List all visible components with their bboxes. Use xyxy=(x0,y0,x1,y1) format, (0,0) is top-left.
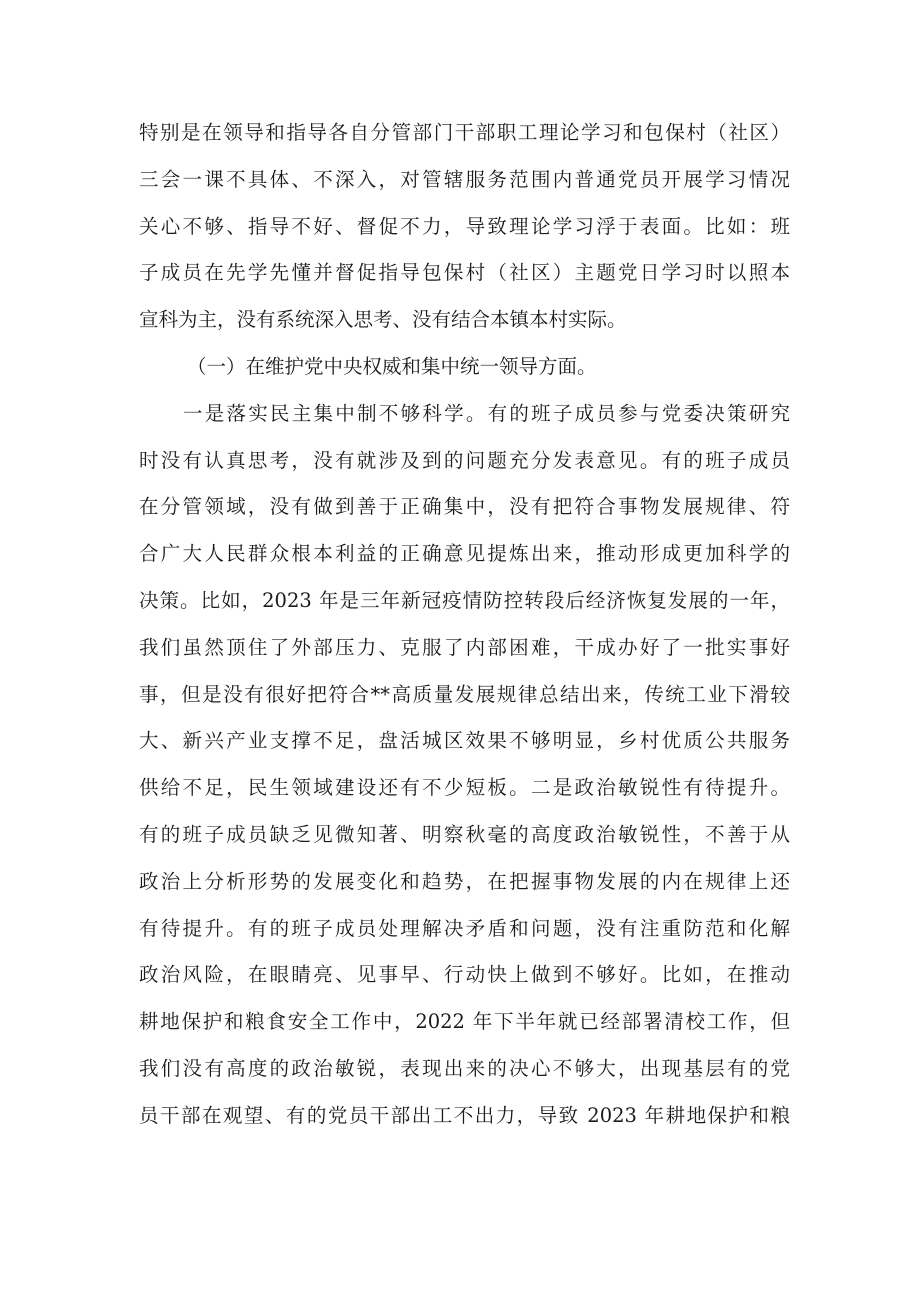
text-line: 决策。比如，2023 年是三年新冠疫情防控转段后经济恢复发展的一年， xyxy=(139,588,790,612)
text-line: 事，但是没有很好把符合**高质量发展规律总结出来，传统工业下滑较 xyxy=(139,682,790,706)
text-line: 三会一课不具体、不深入，对管辖服务范围内普通党员开展学习情况 xyxy=(139,167,790,191)
text-line: 耕地保护和粮食安全工作中，2022 年下半年就已经部署清校工作，但 xyxy=(139,1010,790,1034)
text-line: 大、新兴产业支撑不足，盘活城区效果不够明显，乡村优质公共服务 xyxy=(139,729,790,753)
text-line: 子成员在先学先懂并督促指导包保村（社区）主题党日学习时以照本 xyxy=(139,261,790,285)
text-line: 有的班子成员缺乏见微知著、明察秋毫的高度政治敏锐性，不善于从 xyxy=(139,822,790,846)
text-line: 宣科为主，没有系统深入思考、没有结合本镇本村实际。 xyxy=(139,308,627,332)
text-line: 政治风险，在眼睛亮、见事早、行动快上做到不够好。比如，在推动 xyxy=(139,963,790,987)
text-line: 有待提升。有的班子成员处理解决矛盾和问题，没有注重防范和化解 xyxy=(139,916,790,940)
text-line: 政治上分析形势的发展变化和趋势，在把握事物发展的内在规律上还 xyxy=(139,869,790,893)
text-line: 我们没有高度的政治敏锐，表现出来的决心不够大，出现基层有的党 xyxy=(139,1056,790,1080)
text-line: 一是落实民主集中制不够科学。有的班子成员参与党委决策研究 xyxy=(183,401,790,425)
text-line: 关心不够、指导不好、督促不力，导致理论学习浮于表面。比如：班 xyxy=(139,214,790,238)
text-line: 合广大人民群众根本利益的正确意见提炼出来，推动形成更加科学的 xyxy=(139,542,790,566)
text-line: 供给不足，民生领域建设还有不少短板。二是政治敏锐性有待提升。 xyxy=(139,776,790,800)
text-line: 时没有认真思考，没有就涉及到的问题充分发表意见。有的班子成员 xyxy=(139,448,790,472)
text-line: 特别是在领导和指导各自分管部门干部职工理论学习和包保村（社区） xyxy=(139,121,790,144)
body-text xyxy=(139,110,790,1140)
section-heading: （一）在维护党中央权威和集中统一领导方面。 xyxy=(187,354,597,378)
text-line: 在分管领域，没有做到善于正确集中，没有把符合事物发展规律、符 xyxy=(139,495,790,519)
text-line: 我们虽然顶住了外部压力、克服了内部困难，干成办好了一批实事好 xyxy=(139,635,790,659)
text-line: 员干部在观望、有的党员干部出工不出力，导致 2023 年耕地保护和粮 xyxy=(139,1103,790,1127)
